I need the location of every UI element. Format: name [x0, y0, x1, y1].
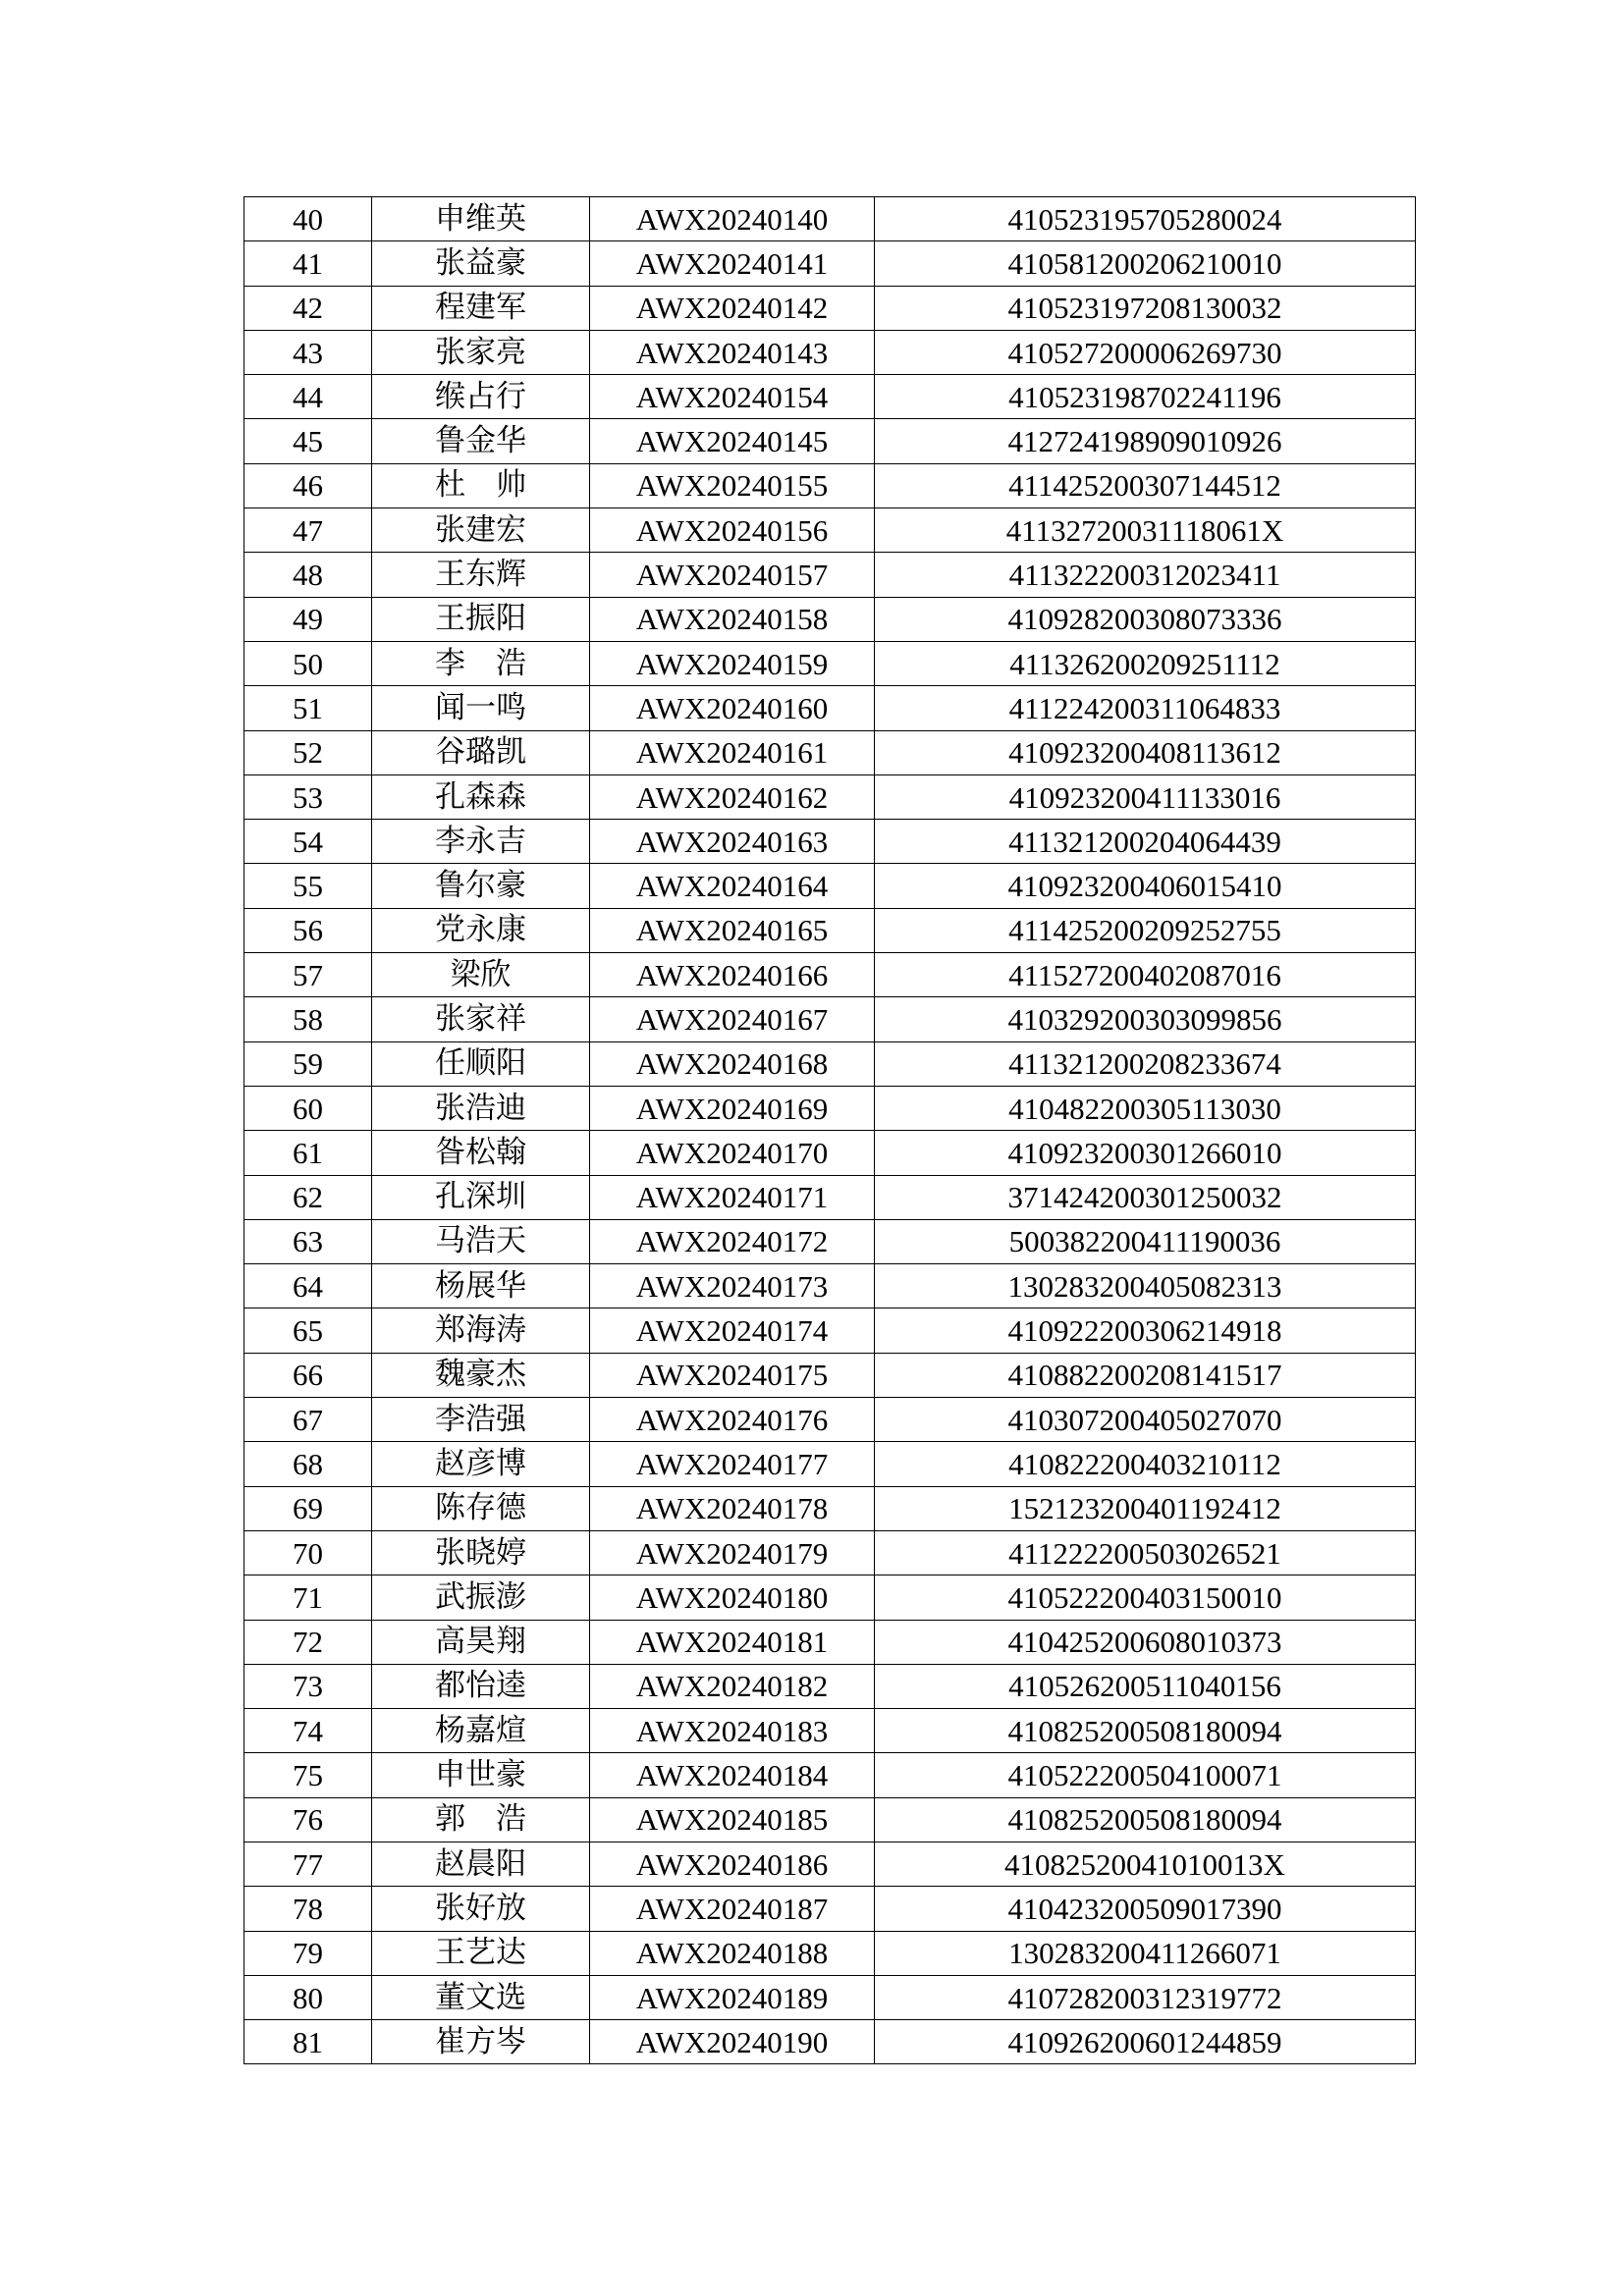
certificate-code-cell: AWX20240175: [590, 1353, 875, 1397]
person-name-cell: 郭 浩: [372, 1797, 590, 1842]
person-name-cell: 梁欣: [372, 953, 590, 997]
row-number-cell: 42: [244, 286, 372, 330]
table-row: [244, 286, 1416, 330]
id-number-cell: 410728200312319772: [875, 1975, 1416, 2019]
id-number-cell: 411425200307144512: [875, 463, 1416, 507]
id-number-cell: 411321200204064439: [875, 820, 1416, 864]
table-row: [244, 1530, 1416, 1575]
row-number-cell: 50: [244, 641, 372, 685]
table-row: [244, 1175, 1416, 1219]
table-row: [244, 1842, 1416, 1886]
id-number-cell: 411425200209252755: [875, 908, 1416, 952]
row-number-cell: 41: [244, 241, 372, 286]
row-number-cell: 43: [244, 330, 372, 374]
certificate-code-cell: AWX20240185: [590, 1797, 875, 1842]
certificate-code-cell: AWX20240186: [590, 1842, 875, 1886]
id-number-cell: 410523198702241196: [875, 375, 1416, 419]
certificate-code-cell: AWX20240176: [590, 1398, 875, 1442]
person-name-cell: 李 浩: [372, 641, 590, 685]
row-number-cell: 47: [244, 508, 372, 553]
certificate-code-cell: AWX20240180: [590, 1575, 875, 1620]
id-number-cell: 411224200311064833: [875, 686, 1416, 730]
row-number-cell: 74: [244, 1709, 372, 1753]
person-name-cell: 张浩迪: [372, 1086, 590, 1130]
certificate-code-cell: AWX20240167: [590, 997, 875, 1041]
person-name-cell: 任顺阳: [372, 1041, 590, 1086]
row-number-cell: 44: [244, 375, 372, 419]
certificate-code-cell: AWX20240164: [590, 864, 875, 908]
person-name-cell: 杨嘉煊: [372, 1709, 590, 1753]
person-name-cell: 张建宏: [372, 508, 590, 553]
row-number-cell: 70: [244, 1530, 372, 1575]
id-number-cell: 411321200208233674: [875, 1041, 1416, 1086]
row-number-cell: 66: [244, 1353, 372, 1397]
row-number-cell: 67: [244, 1398, 372, 1442]
row-number-cell: 80: [244, 1975, 372, 2019]
id-number-cell: 500382200411190036: [875, 1219, 1416, 1263]
table-row: [244, 553, 1416, 597]
table-row: [244, 1398, 1416, 1442]
table-row: [244, 686, 1416, 730]
person-name-cell: 孔森森: [372, 774, 590, 819]
table-row: [244, 641, 1416, 685]
certificate-code-cell: AWX20240187: [590, 1887, 875, 1931]
person-name-cell: 赵彦博: [372, 1442, 590, 1486]
person-name-cell: 魏豪杰: [372, 1353, 590, 1397]
person-name-cell: 申维英: [372, 197, 590, 241]
id-number-cell: 410923200411133016: [875, 774, 1416, 819]
id-number-cell: 41082520041010013X: [875, 1842, 1416, 1886]
id-number-cell: 411322200312023411: [875, 553, 1416, 597]
person-name-cell: 赵晨阳: [372, 1842, 590, 1886]
certificate-code-cell: AWX20240183: [590, 1709, 875, 1753]
certificate-code-cell: AWX20240160: [590, 686, 875, 730]
person-name-cell: 孔深圳: [372, 1175, 590, 1219]
id-number-cell: 410581200206210010: [875, 241, 1416, 286]
id-number-cell: 410923200408113612: [875, 730, 1416, 774]
certificate-code-cell: AWX20240143: [590, 330, 875, 374]
id-number-cell: 152123200401192412: [875, 1486, 1416, 1530]
id-number-cell: 411222200503026521: [875, 1530, 1416, 1575]
person-name-cell: 鲁金华: [372, 419, 590, 463]
person-name-cell: 张好放: [372, 1887, 590, 1931]
certificate-code-cell: AWX20240174: [590, 1308, 875, 1353]
row-number-cell: 55: [244, 864, 372, 908]
id-number-cell: 410425200608010373: [875, 1620, 1416, 1664]
table-row: [244, 241, 1416, 286]
person-name-cell: 杨展华: [372, 1264, 590, 1308]
id-number-cell: 410526200511040156: [875, 1664, 1416, 1708]
certificate-code-cell: AWX20240155: [590, 463, 875, 507]
table-row: [244, 1131, 1416, 1175]
table-row: [244, 1575, 1416, 1620]
certificate-code-cell: AWX20240171: [590, 1175, 875, 1219]
certificate-code-cell: AWX20240162: [590, 774, 875, 819]
row-number-cell: 40: [244, 197, 372, 241]
id-number-cell: 411527200402087016: [875, 953, 1416, 997]
person-name-cell: 缑占行: [372, 375, 590, 419]
certificate-code-cell: AWX20240188: [590, 1931, 875, 1975]
certificate-code-cell: AWX20240140: [590, 197, 875, 241]
row-number-cell: 57: [244, 953, 372, 997]
row-number-cell: 45: [244, 419, 372, 463]
table-row: [244, 1486, 1416, 1530]
id-number-cell: 410522200403150010: [875, 1575, 1416, 1620]
row-number-cell: 59: [244, 1041, 372, 1086]
table-row: [244, 1353, 1416, 1397]
id-number-cell: 410482200305113030: [875, 1086, 1416, 1130]
person-name-cell: 党永康: [372, 908, 590, 952]
id-number-cell: 410825200508180094: [875, 1797, 1416, 1842]
person-name-cell: 谷璐凯: [372, 730, 590, 774]
person-name-cell: 张家亮: [372, 330, 590, 374]
row-number-cell: 63: [244, 1219, 372, 1263]
person-name-cell: 武振澎: [372, 1575, 590, 1620]
id-number-cell: 410923200406015410: [875, 864, 1416, 908]
person-name-cell: 昝松翰: [372, 1131, 590, 1175]
table-row: [244, 463, 1416, 507]
table-row: [244, 597, 1416, 641]
certificate-code-cell: AWX20240163: [590, 820, 875, 864]
roster-table-body: [244, 197, 1416, 2064]
row-number-cell: 48: [244, 553, 372, 597]
certificate-code-cell: AWX20240184: [590, 1753, 875, 1797]
id-number-cell: 41132720031118061X: [875, 508, 1416, 553]
row-number-cell: 77: [244, 1842, 372, 1886]
row-number-cell: 51: [244, 686, 372, 730]
table-row: [244, 908, 1416, 952]
table-row: [244, 1308, 1416, 1353]
table-row: [244, 1041, 1416, 1086]
certificate-code-cell: AWX20240161: [590, 730, 875, 774]
id-number-cell: 410928200308073336: [875, 597, 1416, 641]
id-number-cell: 410522200504100071: [875, 1753, 1416, 1797]
person-name-cell: 张晓婷: [372, 1530, 590, 1575]
person-name-cell: 程建军: [372, 286, 590, 330]
person-name-cell: 郑海涛: [372, 1308, 590, 1353]
row-number-cell: 68: [244, 1442, 372, 1486]
certificate-code-cell: AWX20240157: [590, 553, 875, 597]
certificate-code-cell: AWX20240182: [590, 1664, 875, 1708]
table-row: [244, 1264, 1416, 1308]
person-name-cell: 张益豪: [372, 241, 590, 286]
row-number-cell: 81: [244, 2020, 372, 2064]
person-name-cell: 张家祥: [372, 997, 590, 1041]
id-number-cell: 410923200301266010: [875, 1131, 1416, 1175]
table-row: [244, 419, 1416, 463]
table-row: [244, 730, 1416, 774]
certificate-code-cell: AWX20240173: [590, 1264, 875, 1308]
table-row: [244, 774, 1416, 819]
table-row: [244, 1442, 1416, 1486]
table-row: [244, 1664, 1416, 1708]
row-number-cell: 78: [244, 1887, 372, 1931]
row-number-cell: 76: [244, 1797, 372, 1842]
row-number-cell: 79: [244, 1931, 372, 1975]
table-row: [244, 2020, 1416, 2064]
id-number-cell: 412724198909010926: [875, 419, 1416, 463]
row-number-cell: 52: [244, 730, 372, 774]
row-number-cell: 60: [244, 1086, 372, 1130]
row-number-cell: 53: [244, 774, 372, 819]
table-row: [244, 375, 1416, 419]
person-name-cell: 王振阳: [372, 597, 590, 641]
table-row: [244, 1975, 1416, 2019]
certificate-code-cell: AWX20240189: [590, 1975, 875, 2019]
person-name-cell: 马浩天: [372, 1219, 590, 1263]
row-number-cell: 54: [244, 820, 372, 864]
certificate-code-cell: AWX20240159: [590, 641, 875, 685]
certificate-code-cell: AWX20240168: [590, 1041, 875, 1086]
row-number-cell: 65: [244, 1308, 372, 1353]
id-number-cell: 410307200405027070: [875, 1398, 1416, 1442]
person-name-cell: 王艺达: [372, 1931, 590, 1975]
table-row: [244, 953, 1416, 997]
row-number-cell: 58: [244, 997, 372, 1041]
table-row: [244, 1753, 1416, 1797]
table-row: [244, 1797, 1416, 1842]
id-number-cell: 410423200509017390: [875, 1887, 1416, 1931]
table-row: [244, 1086, 1416, 1130]
person-name-cell: 李永吉: [372, 820, 590, 864]
certificate-code-cell: AWX20240142: [590, 286, 875, 330]
id-number-cell: 410523197208130032: [875, 286, 1416, 330]
row-number-cell: 69: [244, 1486, 372, 1530]
person-name-cell: 杜 帅: [372, 463, 590, 507]
table-row: [244, 330, 1416, 374]
certificate-code-cell: AWX20240158: [590, 597, 875, 641]
row-number-cell: 46: [244, 463, 372, 507]
table-row: [244, 1219, 1416, 1263]
table-row: [244, 508, 1416, 553]
table-row: [244, 1620, 1416, 1664]
row-number-cell: 61: [244, 1131, 372, 1175]
table-row: [244, 820, 1416, 864]
certificate-code-cell: AWX20240166: [590, 953, 875, 997]
id-number-cell: 371424200301250032: [875, 1175, 1416, 1219]
certificate-code-cell: AWX20240170: [590, 1131, 875, 1175]
person-name-cell: 高昊翔: [372, 1620, 590, 1664]
id-number-cell: 130283200405082313: [875, 1264, 1416, 1308]
table-row: [244, 1931, 1416, 1975]
certificate-code-cell: AWX20240141: [590, 241, 875, 286]
id-number-cell: 410922200306214918: [875, 1308, 1416, 1353]
person-name-cell: 申世豪: [372, 1753, 590, 1797]
roster-table: [244, 196, 1416, 2064]
certificate-code-cell: AWX20240190: [590, 2020, 875, 2064]
certificate-code-cell: AWX20240181: [590, 1620, 875, 1664]
id-number-cell: 410523195705280024: [875, 197, 1416, 241]
table-row: [244, 864, 1416, 908]
certificate-code-cell: AWX20240172: [590, 1219, 875, 1263]
certificate-code-cell: AWX20240165: [590, 908, 875, 952]
certificate-code-cell: AWX20240169: [590, 1086, 875, 1130]
table-row: [244, 1709, 1416, 1753]
person-name-cell: 鲁尔豪: [372, 864, 590, 908]
row-number-cell: 73: [244, 1664, 372, 1708]
id-number-cell: 411326200209251112: [875, 641, 1416, 685]
id-number-cell: 410329200303099856: [875, 997, 1416, 1041]
row-number-cell: 62: [244, 1175, 372, 1219]
person-name-cell: 都怡逵: [372, 1664, 590, 1708]
person-name-cell: 闻一鸣: [372, 686, 590, 730]
row-number-cell: 72: [244, 1620, 372, 1664]
certificate-code-cell: AWX20240179: [590, 1530, 875, 1575]
certificate-code-cell: AWX20240154: [590, 375, 875, 419]
certificate-code-cell: AWX20240145: [590, 419, 875, 463]
certificate-code-cell: AWX20240178: [590, 1486, 875, 1530]
table-row: [244, 997, 1416, 1041]
table-row: [244, 1887, 1416, 1931]
certificate-code-cell: AWX20240177: [590, 1442, 875, 1486]
id-number-cell: 410527200006269730: [875, 330, 1416, 374]
person-name-cell: 王东辉: [372, 553, 590, 597]
id-number-cell: 410825200508180094: [875, 1709, 1416, 1753]
table-row: [244, 197, 1416, 241]
id-number-cell: 410926200601244859: [875, 2020, 1416, 2064]
row-number-cell: 49: [244, 597, 372, 641]
row-number-cell: 71: [244, 1575, 372, 1620]
id-number-cell: 410882200208141517: [875, 1353, 1416, 1397]
id-number-cell: 130283200411266071: [875, 1931, 1416, 1975]
row-number-cell: 64: [244, 1264, 372, 1308]
person-name-cell: 董文选: [372, 1975, 590, 2019]
certificate-code-cell: AWX20240156: [590, 508, 875, 553]
row-number-cell: 56: [244, 908, 372, 952]
id-number-cell: 410822200403210112: [875, 1442, 1416, 1486]
row-number-cell: 75: [244, 1753, 372, 1797]
person-name-cell: 陈存德: [372, 1486, 590, 1530]
person-name-cell: 崔方岑: [372, 2020, 590, 2064]
person-name-cell: 李浩强: [372, 1398, 590, 1442]
